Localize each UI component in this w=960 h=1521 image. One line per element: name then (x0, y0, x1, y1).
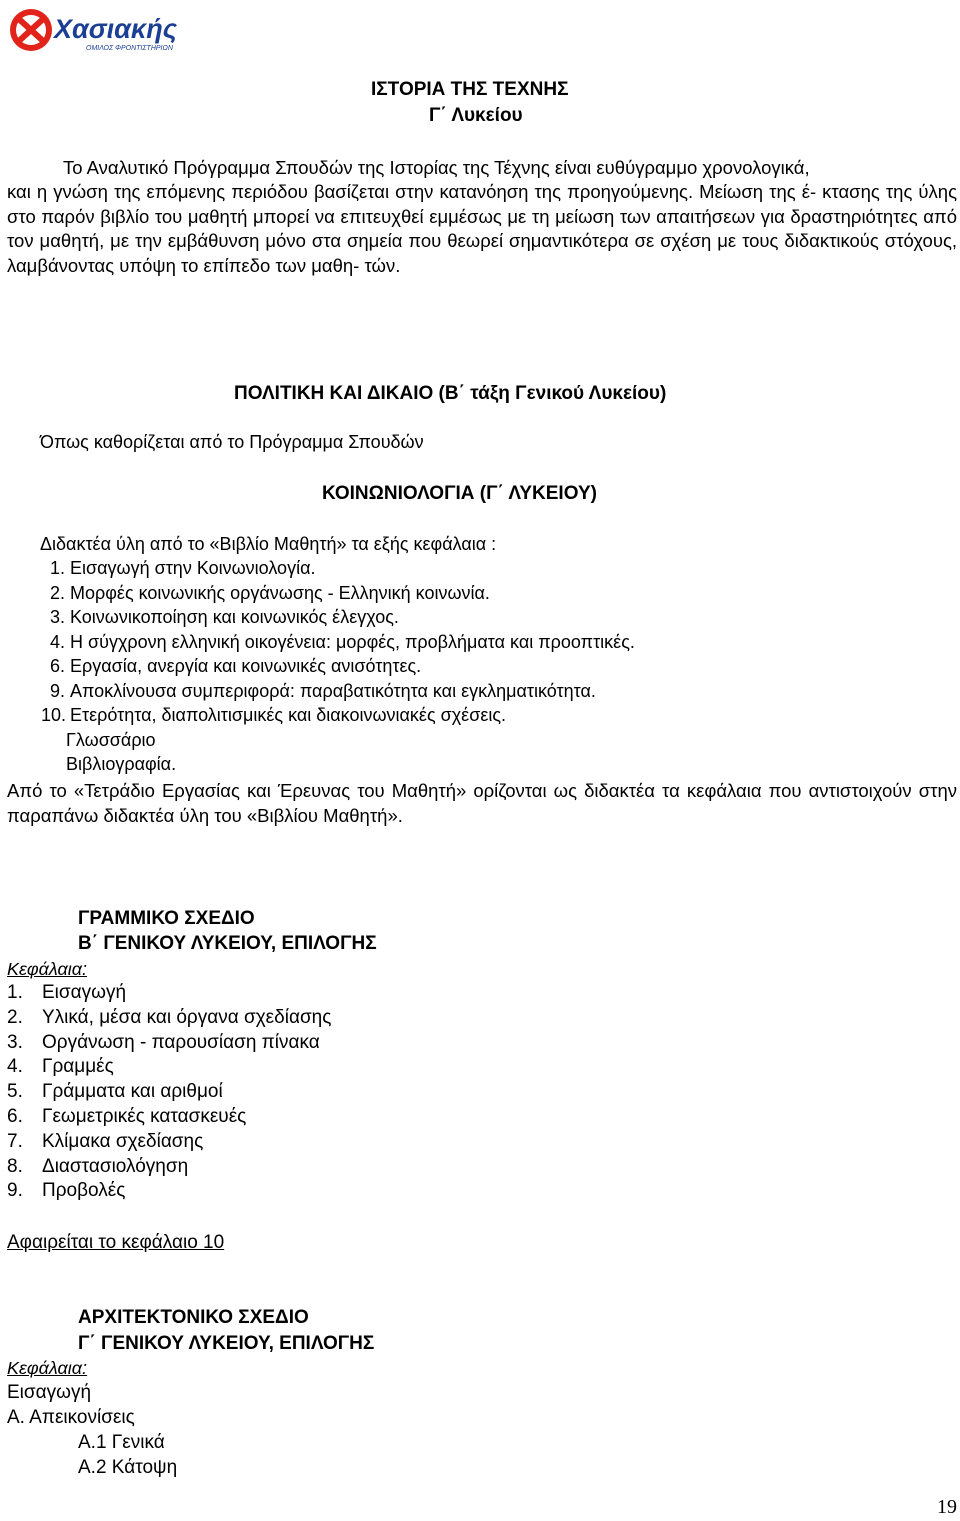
section-title-sociology: ΚΟΙΝΩΝΙΟΛΟΓΙΑ (Γ΄ ΛΥΚΕΙΟΥ) (322, 483, 597, 504)
list-item: 1. Εισαγωγή στην Κοινωνιολογία. (49, 558, 316, 578)
sociology-chapter-list (41, 556, 635, 777)
list-item: 9. Προβολές (7, 1180, 126, 1202)
section-title-politics-law: ΠΟΛΙΤΙΚΗ ΚΑΙ ΔΙΚΑΙΟ (Β΄ τάξη Γενικού Λυκείου) (234, 383, 667, 404)
section-a2-item: Α.2 Κάτοψη (78, 1457, 178, 1478)
section-title-linear-drawing: ΓΡΑΜΜΙΚΟ ΣΧΕΔΙΟ (78, 908, 255, 929)
brand-logo (6, 4, 206, 56)
politics-law-note: Όπως καθορίζεται από το Πρόγραμμα Σπουδών (40, 432, 424, 452)
list-item: 2. Μορφές κοινωνικής οργάνωσης - Ελληνική κοινωνία. (49, 582, 490, 603)
list-item: 6. Εργασία, ανεργία και κοινωνικές ανισότητες. (49, 656, 422, 676)
list-item: 3. Οργάνωση - παρουσίαση πίνακα (7, 1031, 320, 1053)
removed-chapter-note: Αφαιρείται το κεφάλαιο 10 (7, 1232, 225, 1253)
list-item: 10. Ετερότητα, διαπολιτισμικές και διακοινωνιακές σχέσεις. (41, 705, 507, 725)
list-item: 4. Γραμμές (7, 1056, 114, 1078)
intro-item: Εισαγωγή (7, 1382, 92, 1403)
logo-subtext: ΟΜΙΛΟΣ ΦΡΟΝΤΙΣΤΗΡΙΩΝ (86, 45, 173, 52)
linear-drawing-chapter-list (7, 981, 331, 1204)
art-history-paragraph-line1: Το Αναλυτικό Πρόγραμμα Σπουδών της Ιστορίας της Τέχνης είναι ευθύγραμμο χρονολογικά, (63, 157, 810, 178)
section-title-architectural-drawing: ΑΡΧΙΤΕΚΤΟΝΙΚΟ ΣΧΕΔΙΟ (78, 1307, 309, 1328)
section-subtitle-art-history: Γ΄ Λυκείου (429, 105, 523, 126)
glossary-item: Γλωσσάριο (66, 729, 156, 750)
list-item: 7. Κλίμακα σχεδίασης (7, 1130, 204, 1152)
list-item: 2. Υλικά, μέσα και όργανα σχεδίασης (7, 1006, 332, 1028)
chapters-label: Κεφάλαια: (7, 959, 88, 979)
art-history-paragraph: και η γνώση της επόμενης περιόδου βασίζεται στην κατανόηση της προηγούμενης. Μείωση της έ- κτασης της ύλης στο παρόν βιβλίο του μαθητή μπορεί να επιτευχθεί εμμέσως με τη μείωση των απαιτήσεων για δραστηριότητες από τον μαθητή, με την εμβάθυνση μόνο στα σημεία που θεωρεί σημαντικότερα σε σχέση με τους διδακτικούς στόχους, λαμβάνοντας υπόψη το επίπεδο των μαθη- τών. (7, 181, 957, 276)
page-number: 19 (937, 1496, 957, 1518)
section-a-item: Α. Απεικονίσεις (7, 1407, 135, 1428)
section-subtitle-linear-drawing: Β΄ ΓΕΝΙΚΟΥ ΛΥΚΕΙΟΥ, ΕΠΙΛΟΓΗΣ (78, 933, 377, 954)
section-a1-item: Α.1 Γενικά (78, 1432, 165, 1453)
logo-text: Χασιακής (54, 14, 178, 44)
list-item: 8. Διαστασιολόγηση (7, 1155, 189, 1177)
chapters-label: Κεφάλαια: (7, 1358, 88, 1378)
list-item: 9. Αποκλίνουσα συμπεριφορά: παραβατικότητα και εγκληματικότητα. (49, 680, 596, 701)
workbook-note: Από το «Τετράδιο Εργασίας και Έρευνας του Μαθητή» ορίζονται ως διδακτέα τα κεφάλαια που αντιστοιχούν στην παραπάνω διδακτέα ύλη του «Βιβλίου Μαθητή». (7, 780, 957, 826)
list-item: 5. Γράμματα και αριθμοί (7, 1081, 223, 1103)
bibliography-item: Βιβλιογραφία. (66, 754, 177, 774)
section-title-art-history: ΙΣΤΟΡΙΑ ΤΗΣ ΤΕΧΝΗΣ (371, 79, 569, 100)
list-item: 1. Εισαγωγή (7, 982, 127, 1003)
list-item: 6. Γεωμετρικές κατασκευές (7, 1105, 247, 1127)
sociology-intro: Διδακτέα ύλη από το «Βιβλίο Μαθητή» τα εξής κεφάλαια : (40, 534, 497, 554)
list-item: 4. Η σύγχρονη ελληνική οικογένεια: μορφές, προβλήματα και προοπτικές. (49, 631, 635, 652)
list-item: 3. Κοινωνικοποίηση και κοινωνικός έλεγχος. (49, 607, 399, 627)
section-subtitle-architectural-drawing: Γ΄ ΓΕΝΙΚΟΥ ΛΥΚΕΙΟΥ, ΕΠΙΛΟΓΗΣ (78, 1333, 375, 1354)
